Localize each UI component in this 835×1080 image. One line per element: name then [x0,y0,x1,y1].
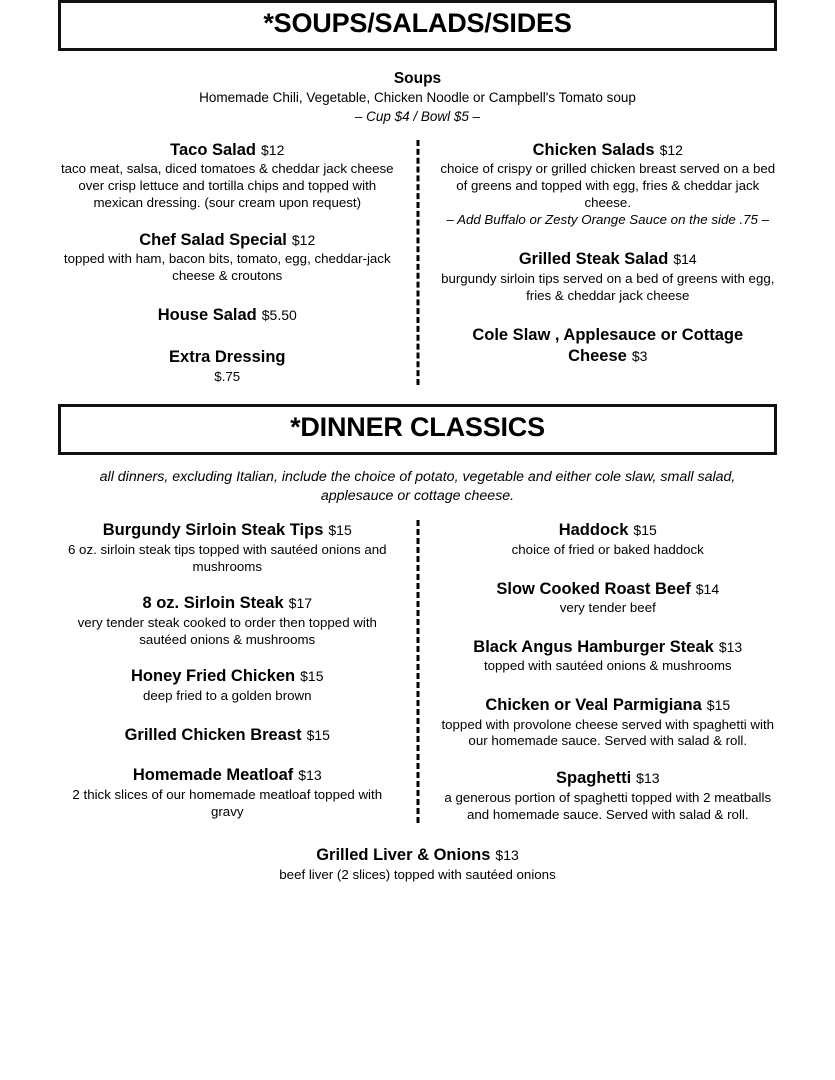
menu-item-price: $15 [706,697,731,714]
menu-item-description: choice of fried or baked haddock [511,541,704,557]
menu-item-name: Grilled Steak Salad [518,250,669,269]
menu-item-heading [439,768,778,789]
menu-item-price: $15 [306,726,330,743]
menu-item-price: $13 [298,767,322,784]
section-banner-title: *SOUPS/SALADS/SIDES [263,8,572,38]
menu-item-heading [58,230,397,251]
menu-item [58,140,397,212]
menu-item-price: $12 [659,141,683,158]
menu-item-description: a generous portion of spaghetti topped with 2 meatballs and homemade sauce. Served with salad & roll. [444,789,772,822]
dinner-right-column [418,520,778,823]
menu-item-price: $15 [633,522,657,539]
menu-item-heading [58,845,777,866]
menu-item-name: Chicken Salads [532,140,655,159]
salads-left-column [58,140,418,386]
menu-item-heading [58,140,397,161]
menu-item-description: $.75 [214,368,241,384]
menu-item-heading [439,637,778,658]
menu-item-heading [439,325,778,366]
menu-item [439,325,778,366]
menu-item-name: Haddock [558,521,629,540]
menu-item [439,249,778,304]
menu-item-name: Extra Dressing [169,348,286,367]
menu-item-name: Homemade Meatloaf [132,766,294,785]
menu-item [58,593,397,648]
menu-item-heading [58,593,397,614]
menu-item-name: Taco Salad [170,140,257,159]
menu-item [58,765,397,820]
salads-columns [58,140,777,386]
menu-item-heading [58,666,397,687]
menu-item-price: $12 [261,141,285,158]
menu-item-description: deep fried to a golden brown [142,687,312,703]
dinner-classics-note: all dinners, excluding Italian, include the choice of potato, vegetable and either cole slaw, small salad, applesauce or cottage cheese. [99,469,736,505]
column-divider [416,140,419,386]
menu-item-description: beef liver (2 slices) topped with sautéed onions [279,866,556,882]
menu-item [439,520,778,558]
menu-item [439,768,778,823]
menu-item-description: topped with ham, bacon bits, tomato, egg, cheddar-jack cheese & croutons [63,251,391,283]
menu-item-name: Chicken or Veal Parmigiana [485,696,702,715]
section-banner-title: *DINNER CLASSICS [290,412,545,443]
section-banner-dinner-classics [58,404,777,455]
menu-item-footer [58,845,777,883]
menu-item-description: topped with provolone cheese served with spaghetti with our homemade sauce. Served with salad & roll. [441,716,775,749]
menu-item-heading [58,725,397,746]
menu-item [439,579,778,617]
menu-item [58,230,397,285]
menu-item [58,725,397,746]
menu-item-name: House Salad [157,305,257,324]
menu-item [439,637,778,675]
section-banner-soups-salads-sides [58,0,777,51]
menu-item-description: very tender beef [559,600,656,616]
menu-item-heading [439,520,778,541]
menu-item-name: Chef Salad Special [139,230,287,249]
menu-item-price: $13 [636,770,660,787]
menu-item [439,140,778,229]
menu-item-name: Spaghetti [555,769,632,788]
menu-item-name: Grilled Chicken Breast [124,725,302,744]
menu-item [58,666,397,704]
soups-description: Homemade Chili, Vegetable, Chicken Noodle or Campbell's Tomato soup [199,90,636,106]
menu-item-name: Black Angus Hamburger Steak [473,637,714,656]
menu-item-name: Burgundy Sirloin Steak Tips [102,521,324,540]
menu-item-price: $13 [718,638,743,655]
soups-price-note: – Cup $4 / Bowl $5 – [354,108,481,124]
soups-title: Soups [393,69,442,87]
menu-item-price: $3 [631,347,648,364]
menu-item-description: topped with sautéed onions & mushrooms [483,658,732,674]
soups-block [58,69,777,126]
menu-item [58,347,397,385]
menu-item-heading [439,695,778,716]
menu-item-name: Slow Cooked Roast Beef [496,579,691,598]
menu-item-description: very tender steak cooked to order then topped with sautéed onions & mushrooms [77,614,377,647]
menu-item-price: $14 [695,580,720,597]
menu-item-description: burgundy sirloin tips served on a bed of greens with egg, fries & cheddar jack cheese [441,270,775,303]
menu-item-heading [58,765,397,786]
menu-item-heading [58,520,397,541]
menu-item-price: $15 [300,668,324,685]
menu-item-name: Grilled Liver & Onions [316,846,491,865]
menu-item-description: 2 thick slices of our homemade meatloaf topped with gravy [72,786,383,819]
menu-item-price: $17 [288,595,313,612]
menu-item-description: choice of crispy or grilled chicken breast served on a bed of greens and topped with egg, fries & cheddar jack cheese. [440,161,776,210]
menu-item-name: Honey Fried Chicken [131,667,296,686]
menu-item-heading [439,579,778,600]
menu-item-price: $5.50 [261,306,297,323]
menu-item-description: 6 oz. sirloin steak tips topped with sautéed onions and mushrooms [67,541,387,574]
menu-item-heading [439,140,778,161]
column-divider [416,520,419,823]
menu-item-heading [439,249,778,270]
salads-right-column [418,140,778,386]
menu-item-price: $14 [673,251,697,268]
menu-item-price: $12 [291,231,316,248]
menu-item-price: $15 [328,522,352,539]
dinner-columns [58,520,777,823]
menu-item-description: taco meat, salsa, diced tomatoes & cheddar jack cheese over crisp lettuce and tortilla chips and topped with mexican dressing. (sour cream upon request) [60,161,394,210]
menu-item-note: – Add Buffalo or Zesty Orange Sauce on the side .75 – [446,211,770,227]
dinner-left-column [58,520,418,823]
menu-item-heading [58,305,397,326]
menu-item-price: $13 [495,847,519,864]
menu-item-name: Cole Slaw , Applesauce or Cottage Cheese [472,326,744,365]
menu-item-name: 8 oz. Sirloin Steak [142,594,284,613]
menu-item-heading [58,347,397,368]
menu-item [58,520,397,575]
menu-item [439,695,778,750]
menu-item [58,305,397,326]
